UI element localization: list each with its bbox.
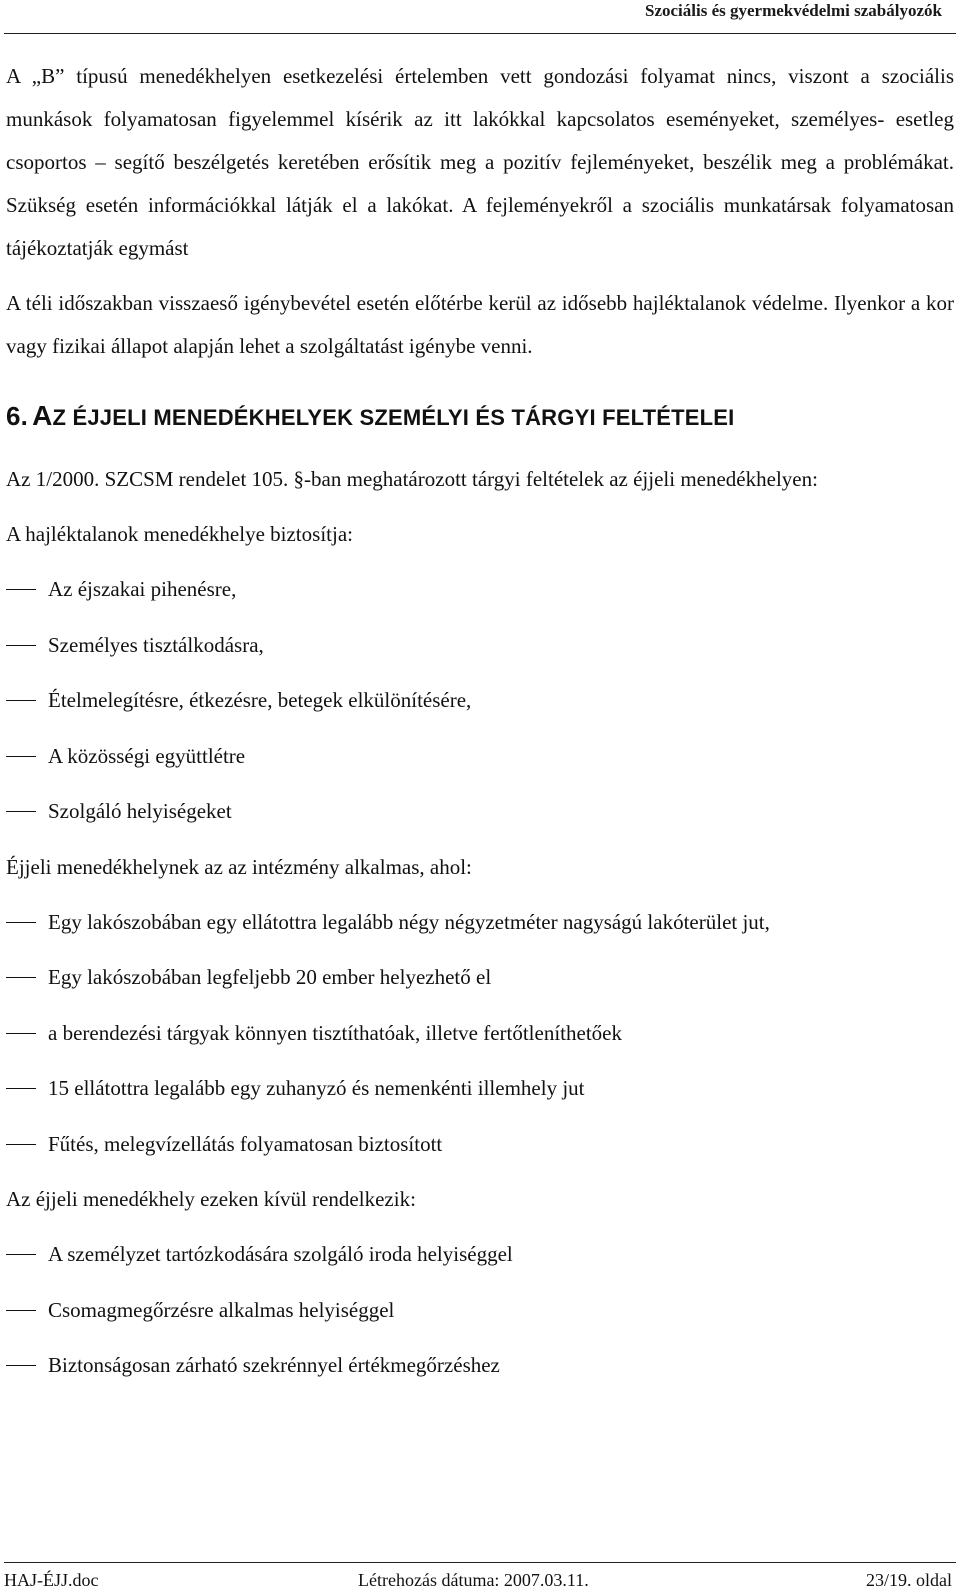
section-title: Z ÉJJELI MENEDÉKHELYEK SZEMÉLYI ÉS TÁRGYI FELTÉTELEI <box>52 405 735 430</box>
dash-bullet <box>6 811 36 812</box>
dash-bullet <box>6 1254 36 1255</box>
dash-bullet <box>6 977 36 978</box>
paragraph-shelter-b: A „B” típusú menedékhelyen esetkezelési értelemben vett gondozási folyamat nincs, viszont a szociális munkások folyamatosan figyelemmel kísérik az itt lakókkal kapcsolatos eseményeket, személyes- esetleg csoportos – segítő beszélgetés keretében erősítik meg a pozitív fejleményeket, beszélik meg a problémákat. Szükség esetén információkkal látják el a lakókat. A fejleményekről a szociális munkatársak folyamatosan tájékoztatják egymást <box>6 64 954 260</box>
header-rule <box>4 33 956 34</box>
dash-bullet <box>6 922 36 923</box>
list1 <box>6 568 954 846</box>
list-item: Csomagmegőrzésre alkalmas helyiséggel <box>6 1289 954 1345</box>
list2 <box>6 901 954 1179</box>
list-item: A személyzet tartózkodására szolgáló iroda helyiséggel <box>6 1233 954 1289</box>
list3 <box>6 1233 954 1400</box>
list-item: A közösségi együttlétre <box>6 735 954 791</box>
dash-bullet <box>6 1310 36 1311</box>
list-item: Szolgáló helyiségeket <box>6 790 954 846</box>
document-body <box>6 55 954 1400</box>
footer-filename: HAJ-ÉJJ.doc <box>4 1570 99 1590</box>
footer-created-date: Létrehozás dátuma: 2007.03.11. <box>358 1570 589 1590</box>
list-item: Személyes tisztálkodásra, <box>6 624 954 680</box>
dash-bullet <box>6 1088 36 1089</box>
list2-title: Éjjeli menedékhelynek az az intézmény alkalmas, ahol: <box>6 854 472 879</box>
dash-bullet <box>6 1033 36 1034</box>
list-item: 15 ellátottra legalább egy zuhanyzó és nemenkénti illemhely jut <box>6 1067 954 1123</box>
page-header <box>0 0 960 34</box>
footer-rule <box>4 1562 956 1563</box>
list-item: Biztonságosan zárható szekrénnyel értékmegőrzéshez <box>6 1344 954 1400</box>
running-title: Szociális és gyermekvédelmi szabályozók <box>645 1 942 20</box>
dash-bullet <box>6 1365 36 1366</box>
list-item: Ételmelegítésre, étkezésre, betegek elkülönítésére, <box>6 679 954 735</box>
dash-bullet <box>6 700 36 701</box>
list3-title: Az éjjeli menedékhely ezeken kívül rendelkezik: <box>6 1187 416 1211</box>
page-footer <box>4 1562 956 1592</box>
list-item: Egy lakószobában legfeljebb 20 ember helyezhető el <box>6 956 954 1012</box>
list-item: Egy lakószobában egy ellátottra legalább négy négyzetméter nagyságú lakóterület jut, <box>6 901 954 957</box>
dash-bullet <box>6 589 36 590</box>
section-title-initial: A <box>32 400 53 431</box>
list1-title: A hajléktalanok menedékhelye biztosítja: <box>6 522 353 546</box>
list-item: Az éjszakai pihenésre, <box>6 568 954 624</box>
list-item: a berendezési tárgyak könnyen tisztíthatóak, illetve fertőtleníthetőek <box>6 1012 954 1068</box>
dash-bullet <box>6 645 36 646</box>
regulation-intro: Az 1/2000. SZCSM rendelet 105. §-ban meghatározott tárgyi feltételek az éjjeli menedékhelyen: <box>6 467 818 491</box>
dash-bullet <box>6 756 36 757</box>
paragraph-winter: A téli időszakban visszaeső igénybevétel esetén előtérbe kerül az idősebb hajléktalanok védelme. Ilyenkor a kor vagy fizikai állapot alapján lehet a szolgáltatást igénybe venni. <box>6 291 954 358</box>
list-item: Fűtés, melegvízellátás folyamatosan biztosított <box>6 1123 954 1179</box>
footer-page-number: 23/19. oldal <box>866 1570 952 1590</box>
section-number: 6. <box>6 401 29 431</box>
section-heading <box>6 400 954 432</box>
dash-bullet <box>6 1144 36 1145</box>
